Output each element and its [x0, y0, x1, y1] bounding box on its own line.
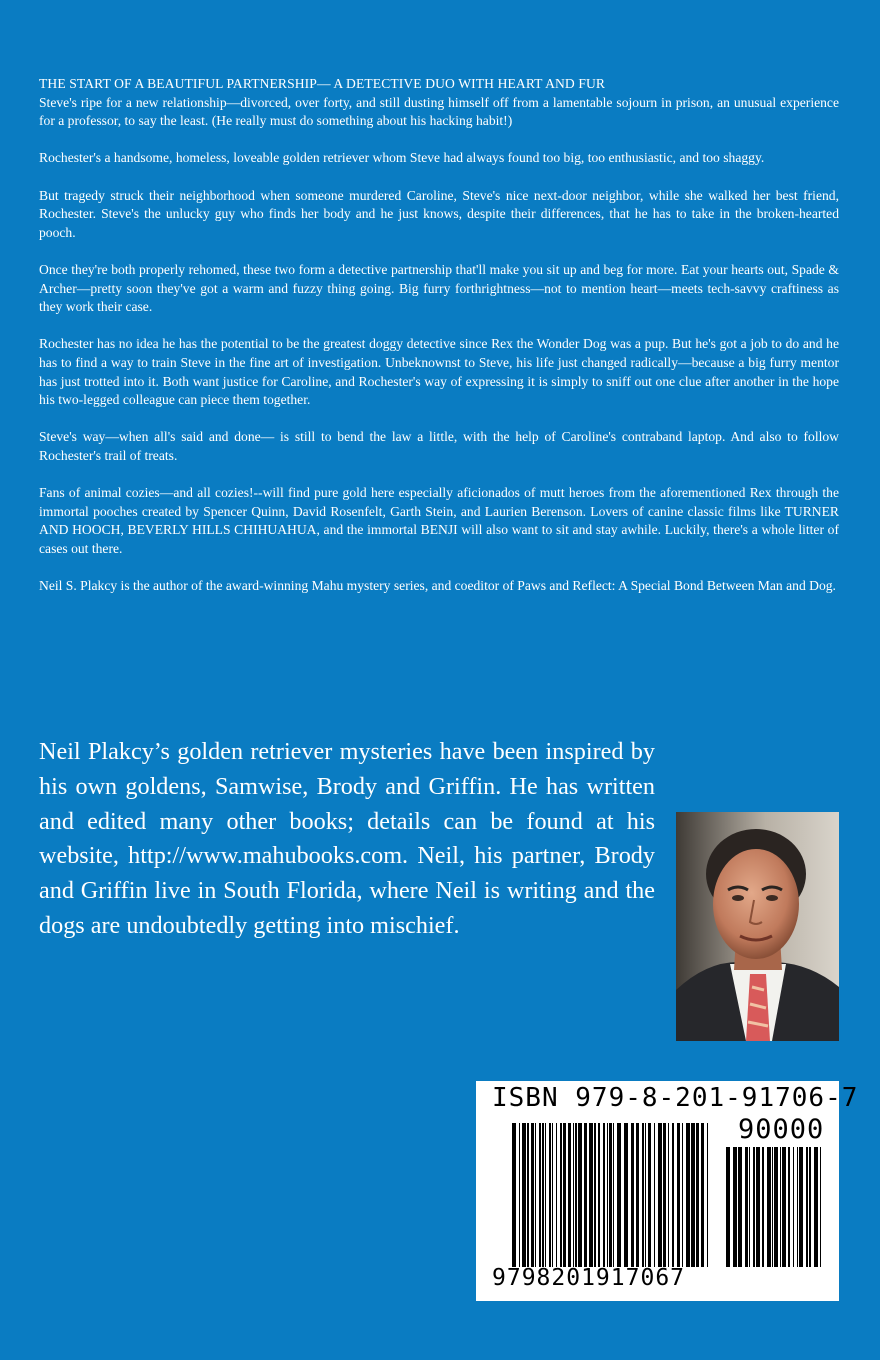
barcode-bar: [658, 1123, 662, 1267]
blurb-headline: THE START OF A BEAUTIFUL PARTNERSHIP— A DETECTIVE DUO WITH HEART AND FUR: [39, 76, 606, 91]
barcode-bar: [542, 1123, 544, 1267]
barcode-bar: [767, 1147, 771, 1267]
barcode-bar: [814, 1147, 818, 1267]
barcode-bar: [682, 1123, 683, 1267]
barcode-bar: [594, 1123, 596, 1267]
barcode-bar: [631, 1123, 634, 1267]
barcode-bar: [793, 1147, 794, 1267]
barcode-bar: [539, 1123, 541, 1267]
barcode-bar: [549, 1123, 551, 1267]
barcode-bar: [668, 1123, 669, 1267]
barcode-bar: [696, 1123, 699, 1267]
barcode-bar: [573, 1123, 574, 1267]
blurb-paragraph: Rochester's a handsome, homeless, loveable golden retriever whom Steve had always found too big, too enthusiastic, and too shaggy.: [39, 150, 765, 166]
barcode-bar: [797, 1147, 798, 1267]
price-code: 90000: [738, 1114, 825, 1145]
barcode-bar: [609, 1123, 612, 1267]
barcode-bar: [686, 1123, 690, 1267]
blurb-paragraph: Steve's ripe for a new relationship—divorced, over forty, and still dusting himself off from a lamentable sojourn in prison, an unusual experience for a professor, to say the least. (He really must do something about his hacking habit!): [39, 94, 839, 129]
barcode-bar: [648, 1123, 651, 1267]
barcode-bar: [617, 1123, 621, 1267]
blurb-paragraph: Steve's way—when all's said and done— is still to bend the law a little, with the help of Caroline's contraband laptop. And also to follow Rochester's trail of treats.: [39, 429, 839, 463]
barcode-bar: [701, 1123, 704, 1267]
barcode-bar: [584, 1123, 587, 1267]
barcode-bar: [603, 1123, 605, 1267]
barcode-bar: [556, 1123, 557, 1267]
barcode-bar: [707, 1123, 708, 1267]
barcode-bar: [531, 1123, 534, 1267]
barcode-bar: [738, 1147, 742, 1267]
barcode-bar: [636, 1123, 639, 1267]
blurb-paragraph: Neil S. Plakcy is the author of the award-winning Mahu mystery series, and coeditor of Paws and Reflect: A Special Bond Between Man and Dog.: [39, 578, 836, 594]
barcode-bar: [691, 1123, 695, 1267]
barcode-bar: [613, 1123, 614, 1267]
barcode-bar: [733, 1147, 737, 1267]
barcode-bar: [563, 1123, 566, 1267]
barcode-bar: [642, 1123, 644, 1267]
barcode-bar: [607, 1123, 608, 1267]
barcode-bar: [782, 1147, 786, 1267]
barcode-bar: [545, 1123, 546, 1267]
barcode-bar: [809, 1147, 811, 1267]
barcode-bar: [663, 1123, 666, 1267]
blurb-paragraph: Once they're both properly rehomed, these two form a detective partnership that'll make you sit up and beg for more. Eat your hearts out, Spade & Archer—pretty soon they've got a warm and fuzzy thing going. Big furry forthrightness—not to mention heart—meets tech-savvy craftiness as they work their case.: [39, 261, 839, 315]
author-bio: Neil Plakcy’s golden retriever mysteries have been inspired by his own goldens, Samwise, Brody and Griffin. He has written and edited many other books; details can be found at his website, http://www.mahubooks.com. Neil, his partner, Brody and Griffin live in South Florida, where Neil is writing and the dogs are undoubtedly getting into mischief.: [39, 738, 655, 939]
blurb-paragraph: Rochester has no idea he has the potential to be the greatest doggy detective since Rex the Wonder Dog was a pup. But he's got a job to do and he has to find a way to train Steve in the fine art of investigation. Unbeknownst to Steve, his life just changed radically—because a big furry mentor has just trotted into it. Both want justice for Caroline, and Rochester's way of expressing it is simply to sniff out one clue after another in the hope his two-legged colleague can piece them together.: [39, 336, 839, 408]
author-photo-icon: [676, 812, 839, 1041]
barcode-bar: [745, 1147, 748, 1267]
barcode-bar: [774, 1147, 778, 1267]
barcode-bar: [598, 1123, 600, 1267]
barcode-bar: [552, 1123, 553, 1267]
blurb-paragraph: But tragedy struck their neighborhood when someone murdered Caroline, Steve's nice next-door neighbor, while she walked her best friend, Rochester. Steve's the unlucky guy who finds her body and he just knows, despite their differences, that he has to take in the broken-hearted pooch.: [39, 187, 839, 240]
barcode-bar: [806, 1147, 808, 1267]
barcode-bar: [756, 1147, 760, 1267]
barcode-bar: [749, 1147, 750, 1267]
barcode-bar: [726, 1147, 730, 1267]
barcode-bar: [645, 1123, 646, 1267]
barcode-bar: [512, 1123, 516, 1267]
barcode-bar: [519, 1123, 520, 1267]
barcode-bar: [677, 1123, 680, 1267]
ean-digits: 9798201917067: [492, 1265, 686, 1291]
barcode-bar: [762, 1147, 764, 1267]
barcode-bar: [535, 1123, 536, 1267]
barcode-bar: [527, 1123, 529, 1267]
barcode-bar: [820, 1147, 821, 1267]
barcode-bar: [672, 1123, 674, 1267]
main-barcode-bars: [512, 1123, 708, 1267]
barcode-bar: [568, 1123, 571, 1267]
barcode-bar: [788, 1147, 790, 1267]
barcode-bar: [772, 1147, 773, 1267]
barcode-bar: [753, 1147, 755, 1267]
blurb-section: [39, 75, 839, 614]
author-photo-drawing: [676, 812, 839, 1041]
isbn-label: ISBN 979-8-201-91706-7: [492, 1083, 859, 1113]
barcode-bar: [522, 1123, 526, 1267]
barcode-bar: [654, 1123, 655, 1267]
barcode-bar: [589, 1123, 593, 1267]
barcode-bar: [780, 1147, 781, 1267]
barcode-bar: [578, 1123, 582, 1267]
barcode-bar: [799, 1147, 803, 1267]
barcode-bar: [575, 1123, 577, 1267]
barcode-block: [476, 1081, 859, 1301]
barcode-bar: [560, 1123, 562, 1267]
blurb-paragraph: Fans of animal cozies—and all cozies!--will find pure gold here especially aficionados of mutt heroes from the aforementioned Rex through the immortal pooches created by Spencer Quinn, David Rosenfelt, Garth Stein, and Laurien Berenson. Lovers of canine classic films like TURNER AND HOOCH, BEVERLY HILLS CHIHUAHUA, and the immortal BENJI will also want to sit and stay awhile. Luckily, there's a whole litter of cases out there.: [39, 485, 839, 556]
addon-barcode-bars: [726, 1147, 821, 1267]
barcode-bar: [624, 1123, 628, 1267]
